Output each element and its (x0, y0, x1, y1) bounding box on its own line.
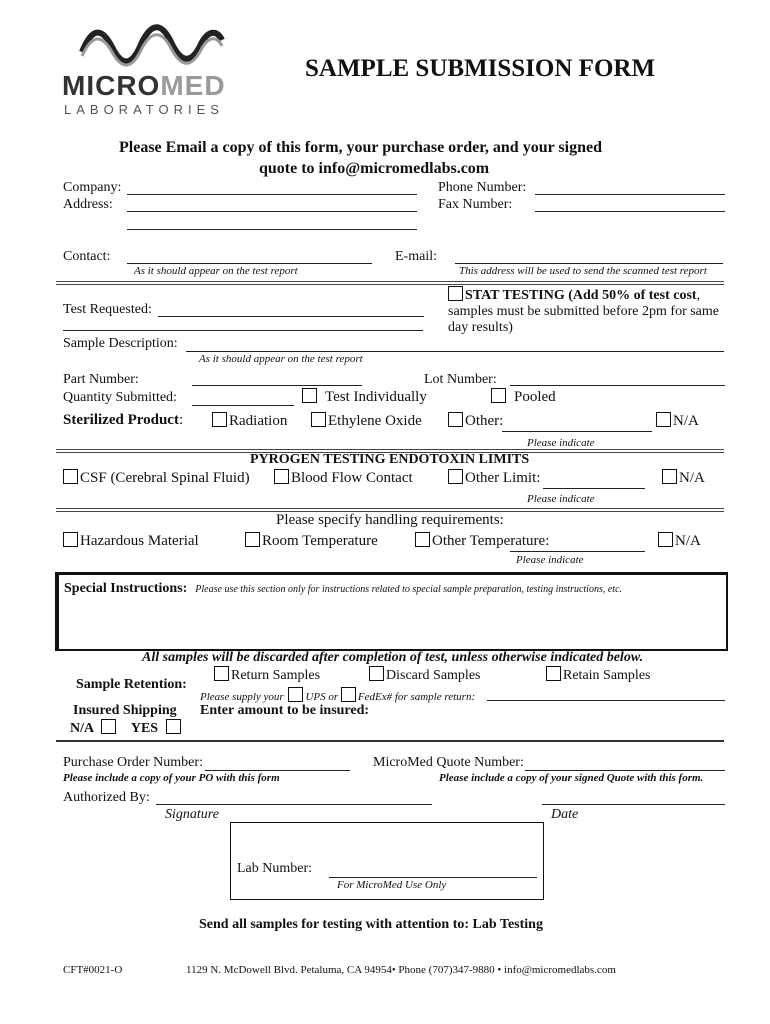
pooled-label: Pooled (514, 389, 556, 405)
sterilized-other-label: Other: (465, 413, 504, 429)
retain-label: Retain Samples (563, 668, 651, 683)
pooled-checkbox[interactable] (491, 388, 506, 403)
return-option[interactable] (214, 666, 320, 684)
hazardous-checkbox[interactable] (63, 532, 78, 547)
sample-desc-label: Sample Description: (63, 336, 178, 351)
test-requested-label: Test Requested: (63, 302, 152, 317)
insured-na-label: N/A (70, 721, 94, 736)
company-label: Company: (63, 180, 122, 195)
address-field[interactable] (127, 211, 417, 212)
handling-title: Please specify handling requirements: (276, 512, 504, 528)
stat-checkbox[interactable] (448, 286, 463, 301)
stat-line-3: day results) (448, 320, 513, 335)
insured-options (70, 719, 183, 737)
sterilized-other-field[interactable] (502, 431, 652, 432)
special-note: Please use this section only for instructions related to special sample preparation, testing instructions, etc. (195, 584, 623, 595)
pyrogen-na-checkbox[interactable] (662, 469, 677, 484)
sterilized-na-checkbox[interactable] (656, 412, 671, 427)
retention-label: Sample Retention: (76, 677, 187, 692)
retain-checkbox[interactable] (546, 666, 561, 681)
date-field[interactable] (542, 804, 725, 805)
discard-note: All samples will be discarded after completion of test, unless otherwise indicated below. (142, 650, 644, 665)
room-temp-option[interactable] (245, 532, 378, 550)
stat-comma: , (696, 288, 701, 303)
supply-prefix: Please supply your (200, 691, 284, 703)
contact-label: Contact: (63, 249, 111, 264)
radiation-label: Radiation (229, 413, 288, 429)
return-checkbox[interactable] (214, 666, 229, 681)
ups-label: UPS or (305, 691, 339, 703)
return-label: Return Samples (231, 668, 321, 683)
lab-box (230, 822, 544, 900)
discard-option[interactable] (369, 666, 480, 684)
ups-checkbox[interactable] (288, 687, 303, 702)
po-note: Please include a copy of your PO with this form (63, 772, 280, 784)
form-id: CFT#0021-O (63, 964, 123, 976)
shipper-row (200, 687, 475, 703)
special-instructions-box[interactable] (55, 572, 728, 651)
fax-field[interactable] (535, 211, 725, 212)
fedex-number-field[interactable] (487, 700, 725, 701)
date-caption: Date (551, 807, 579, 822)
pyrogen-na-option[interactable] (662, 469, 705, 487)
divider-1 (56, 281, 724, 285)
stat-line-2: samples must be submitted before 2pm for same (448, 304, 719, 319)
other-temp-option[interactable] (415, 532, 549, 550)
csf-label: CSF (Cerebral Spinal Fluid) (80, 470, 250, 486)
lab-note: For MicroMed Use Only (337, 879, 447, 891)
part-number-field[interactable] (192, 385, 362, 386)
stat-label: STAT TESTING (Add 50% of test cost (465, 288, 697, 303)
signature-caption: Signature (165, 807, 219, 822)
other-limit-field[interactable] (543, 488, 645, 489)
hazardous-option[interactable] (63, 532, 199, 550)
other-temp-checkbox[interactable] (415, 532, 430, 547)
intro-line-1: Please Email a copy of this form, your purchase order, and your signed (119, 139, 602, 156)
test-individually-label: Test Individually (325, 389, 427, 405)
sterilized-other-checkbox[interactable] (448, 412, 463, 427)
pyrogen-please-indicate: Please indicate (527, 493, 595, 505)
discard-checkbox[interactable] (369, 666, 384, 681)
quote-note: Please include a copy of your signed Quote with this form. (439, 772, 704, 784)
radiation-checkbox[interactable] (212, 412, 227, 427)
email-note: This address will be used to send the scanned test report (459, 265, 707, 277)
page-title: SAMPLE SUBMISSION FORM (305, 55, 656, 82)
sterilized-label-text: Sterilized Product (63, 412, 179, 428)
ethylene-checkbox[interactable] (311, 412, 326, 427)
retain-option[interactable] (546, 666, 651, 684)
signature-field[interactable] (156, 804, 432, 805)
company-logo (62, 22, 242, 117)
insured-yes-label: YES (130, 721, 159, 736)
lab-number-field[interactable] (329, 877, 537, 878)
email-label: E-mail: (395, 249, 437, 264)
csf-option[interactable] (63, 469, 250, 487)
lot-number-field[interactable] (510, 385, 725, 386)
quote-field[interactable] (525, 770, 725, 771)
test-requested-field-2[interactable] (63, 330, 423, 331)
sterilized-label (63, 412, 183, 429)
po-field[interactable] (205, 770, 350, 771)
footer-address: 1129 N. McDowell Blvd. Petaluma, CA 94954• Phone (707)347-9880 • info@micromedlabs.com (186, 964, 616, 976)
insured-yes-checkbox[interactable] (166, 719, 181, 734)
logo-brand-a: MICRO (62, 70, 161, 101)
test-individually-checkbox[interactable] (302, 388, 317, 403)
ethylene-option[interactable] (311, 412, 422, 430)
sterilized-colon: : (178, 412, 184, 428)
hazardous-label: Hazardous Material (80, 533, 199, 549)
other-temp-label: Other Temperature: (432, 533, 550, 549)
ethylene-label: Ethylene Oxide (328, 413, 422, 429)
po-label: Purchase Order Number: (63, 755, 203, 770)
sample-desc-field[interactable] (186, 351, 724, 352)
sterilized-please-indicate: Please indicate (527, 437, 595, 449)
sterilized-na-label: N/A (673, 413, 699, 429)
stat-testing (448, 286, 700, 304)
test-individually-option[interactable] (302, 388, 427, 406)
logo-brand-b: MED (160, 70, 226, 101)
other-temp-field[interactable] (510, 551, 645, 552)
pyrogen-title: PYROGEN TESTING ENDOTOXIN LIMITS (250, 452, 530, 467)
company-field[interactable] (127, 194, 417, 195)
contact-field[interactable] (127, 263, 372, 264)
other-limit-option[interactable] (448, 469, 540, 487)
special-label: Special Instructions: (64, 581, 188, 596)
room-temp-label: Room Temperature (262, 533, 378, 549)
authorized-label: Authorized By: (63, 790, 150, 805)
email-field[interactable] (455, 263, 723, 264)
quote-label: MicroMed Quote Number: (373, 755, 524, 770)
fax-label: Fax Number: (438, 197, 513, 212)
pyrogen-na-label: N/A (679, 470, 705, 486)
phone-label: Phone Number: (438, 180, 527, 195)
address-label: Address: (63, 197, 113, 212)
divider-4 (56, 740, 724, 742)
radiation-option[interactable] (212, 412, 287, 430)
lot-number-label: Lot Number: (424, 372, 497, 387)
address-field-2[interactable] (127, 229, 417, 230)
contact-note: As it should appear on the test report (134, 265, 298, 277)
discard-label: Discard Samples (386, 668, 481, 683)
quantity-field[interactable] (192, 405, 294, 406)
insured-label: Insured Shipping (73, 703, 177, 718)
phone-field[interactable] (535, 194, 725, 195)
test-requested-field[interactable] (158, 316, 424, 317)
other-limit-checkbox[interactable] (448, 469, 463, 484)
wave-logo-icon (77, 22, 227, 72)
handling-please-indicate: Please indicate (516, 554, 584, 566)
handling-na-label: N/A (675, 533, 701, 549)
insured-amount-label: Enter amount to be insured: (200, 703, 370, 718)
part-number-label: Part Number: (63, 372, 139, 387)
fedex-checkbox[interactable] (341, 687, 356, 702)
intro-line-2: quote to info@micromedlabs.com (259, 160, 490, 177)
lab-number-label: Lab Number: (237, 861, 313, 876)
room-temp-checkbox[interactable] (245, 532, 260, 547)
sample-desc-note: As it should appear on the test report (199, 353, 363, 365)
blood-label: Blood Flow Contact (291, 470, 413, 486)
fedex-label: FedEx# for sample return: (357, 691, 476, 703)
send-note: Send all samples for testing with attention to: Lab Testing (199, 917, 543, 932)
csf-checkbox[interactable] (63, 469, 78, 484)
insured-na-checkbox[interactable] (101, 719, 116, 734)
pooled-option[interactable] (491, 388, 556, 406)
blood-option[interactable] (274, 469, 413, 487)
logo-subtitle: LABORATORIES (64, 102, 224, 117)
quantity-label: Quantity Submitted: (63, 390, 177, 405)
sterilized-other-option[interactable] (448, 412, 503, 430)
handling-na-option[interactable] (658, 532, 701, 550)
sterilized-na-option[interactable] (656, 412, 699, 430)
handling-na-checkbox[interactable] (658, 532, 673, 547)
blood-checkbox[interactable] (274, 469, 289, 484)
other-limit-label: Other Limit: (465, 470, 541, 486)
